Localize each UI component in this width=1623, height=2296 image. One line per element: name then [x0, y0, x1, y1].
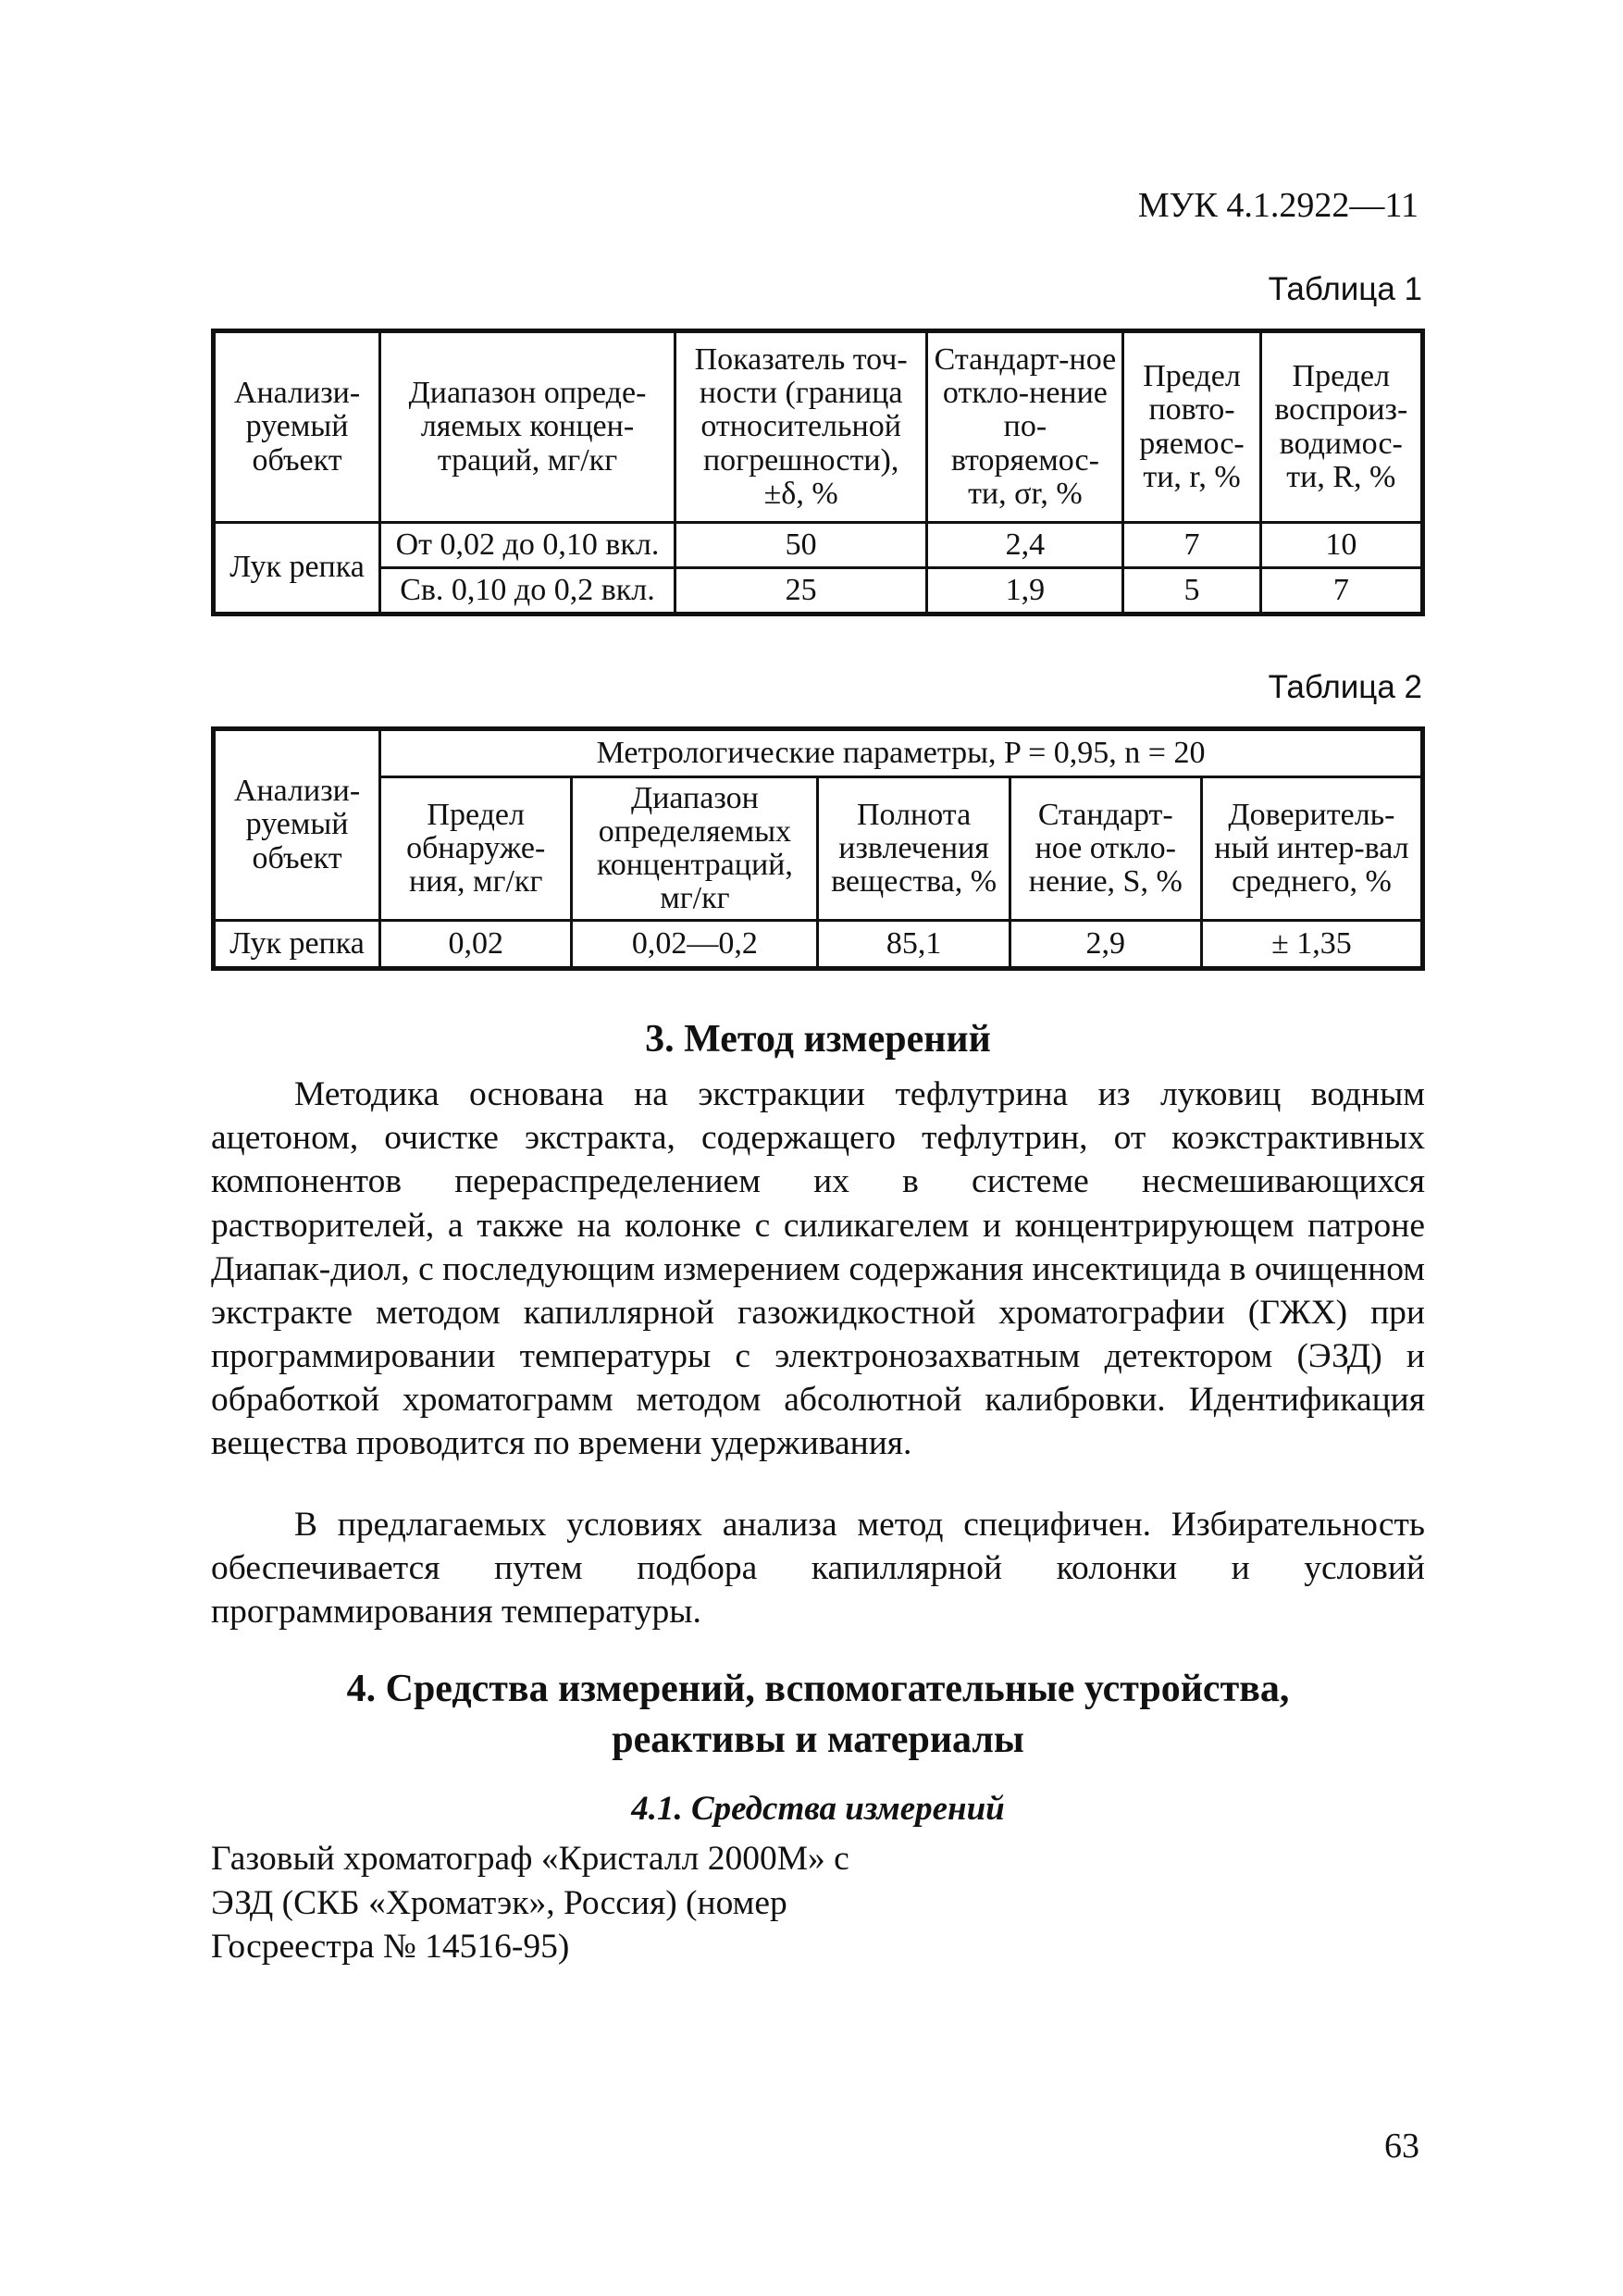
section3-paragraph-2: В предлагаемых условиях анализа метод специфичен. Избирательность обеспечивается путем подбора капиллярной колонки и условий программирования температуры.	[211, 1506, 1425, 1632]
table1-object-cell: Лук репка	[214, 523, 380, 614]
table2-header-recovery: Полнота извлечения вещества, %	[818, 777, 1010, 921]
instrument-line: Газовый хроматограф «Кристалл 2000М» с	[211, 1840, 849, 1878]
table-cell: 85,1	[818, 921, 1010, 969]
table-cell: 2,9	[1010, 921, 1201, 969]
instrument-line: ЭЗД (СКБ «Хроматэк», Россия) (номер	[211, 1883, 787, 1922]
table-row	[214, 921, 1423, 969]
table-cell: ± 1,35	[1201, 921, 1422, 969]
table2-group-header: Метрологические параметры, P = 0,95, n = 20	[380, 729, 1423, 777]
table1-header-range: Диапазон опреде-ляемых концен-траций, мг/кг	[380, 331, 675, 523]
table-cell: 50	[675, 523, 927, 568]
table2-header-row	[214, 777, 1423, 921]
table-cell: Лук репка	[214, 921, 380, 969]
table-row	[214, 568, 1423, 614]
table1-header-accuracy: Показатель точ-ности (граница относительной погрешности), ±δ, %	[675, 331, 927, 523]
table-cell: 25	[675, 568, 927, 614]
table2-header-std-dev: Стандарт-ное откло-нение, S, %	[1010, 777, 1201, 921]
table-row	[214, 523, 1423, 568]
table2-header-confidence-interval: Доверитель-ный интер-вал среднего, %	[1201, 777, 1422, 921]
table2-header-object: Анализи-руемый объект	[214, 729, 380, 921]
table-cell: 2,4	[927, 523, 1123, 568]
table2-header-range: Диапазон определяемых концентраций, мг/кг	[572, 777, 818, 921]
table1-label: Таблица 1	[1268, 271, 1422, 307]
table1-header-repeatability: Предел повто-ряемос-ти, r, %	[1123, 331, 1260, 523]
section4-heading-line-1: 4. Средства измерений, вспомогательные устройства,	[346, 1668, 1290, 1710]
table2	[211, 726, 1425, 971]
table-cell: 7	[1260, 568, 1422, 614]
section4-heading-line-2: реактивы и материалы	[612, 1718, 1024, 1761]
table1	[211, 329, 1425, 616]
table-cell: 0,02—0,2	[572, 921, 818, 969]
table1-header-row	[214, 331, 1423, 523]
table2-group-header-row	[214, 729, 1423, 777]
table1-header-std-dev: Стандарт-ное откло-нение по-вторяемос-ти, σr, %	[927, 331, 1123, 523]
table1-header-reproducibility: Предел воспроиз-водимос-ти, R, %	[1260, 331, 1422, 523]
subsection-4-1-heading: 4.1. Средства измерений	[631, 1790, 1005, 1828]
instrument-line: Госреестра № 14516-95)	[211, 1928, 570, 1967]
document-code: МУК 4.1.2922—11	[1137, 186, 1419, 225]
table-cell: 10	[1260, 523, 1422, 568]
table1-header-object: Анализи-руемый объект	[214, 331, 380, 523]
instrument-description	[211, 1837, 849, 1969]
table-cell: 0,02	[380, 921, 572, 969]
section4-heading	[211, 1664, 1425, 1765]
page-number: 63	[1384, 2127, 1419, 2166]
table2-label: Таблица 2	[1268, 669, 1422, 705]
table-cell: 7	[1123, 523, 1260, 568]
section3-heading: 3. Метод измерений	[645, 1018, 991, 1061]
table-cell: Св. 0,10 до 0,2 вкл.	[380, 568, 675, 614]
table-cell: 1,9	[927, 568, 1123, 614]
section3-paragraph-1: Методика основана на экстракции тефлутрина из луковиц водным ацетоном, очистке экстракта, содержащего тефлутрин, от коэкстрактивных компонентов перераспределением их в системе несмешивающихся растворителей, а также на колонке с силикагелем и концентрирующем патроне Диапак-диол, с последующим измерением содержания инсектицида в очищенном экстракте методом капиллярной газожидкостной хроматографии (ГЖХ) при программировании температуры с электронозахватным детектором (ЭЗД) и обработкой хроматограмм методом абсолютной калибровки. Идентификация вещества проводится по времени удерживания.	[211, 1075, 1425, 1463]
table2-header-detection-limit: Предел обнаруже-ния, мг/кг	[380, 777, 572, 921]
table-cell: 5	[1123, 568, 1260, 614]
table-cell: От 0,02 до 0,10 вкл.	[380, 523, 675, 568]
